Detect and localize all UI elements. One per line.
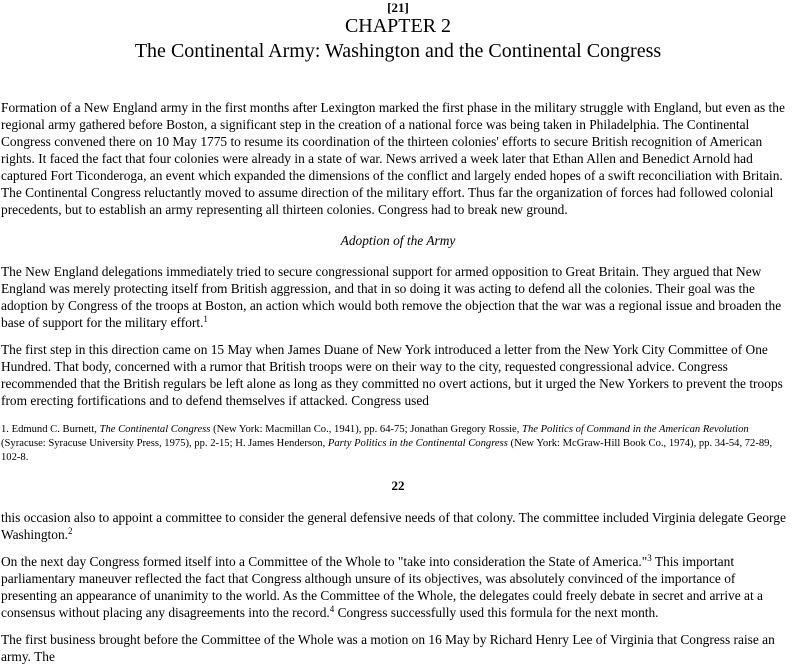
chapter-title: The Continental Army: Washington and the Continental Congress [134, 40, 662, 62]
paragraph-committee-of-whole [1, 553, 796, 621]
footnote-1 [1, 423, 796, 465]
footnote-ref-2[interactable]: 2 [68, 526, 73, 536]
footnote-ref-3[interactable]: 3 [647, 553, 652, 563]
paragraph-intro: Formation of a New England army in the first months after Lexington marked the first phase in the military struggle with England, but even as the regional army gathered before Boston, a significant step in the creation of a national force was being taken in Philadelphia. The Continental Congress convened there on 10 May 1775 to resume its coordination of the thirteen colonies' efforts to secure British recognition of American rights. It faced the fact that four colonies were already in a state of war. News arrived a week later that Ethan Allen and Benedict Arnold had captured Fort Ticonderoga, an event which expanded the dimensions of the conflict and largely ended hopes of a swift reconciliation with Britain. The Continental Congress reluctantly moved to assume direction of the military effort. Thus far the organization of forces had followed colonial precedents, but to establish an army representing all thirteen colonies. Congress had to break new ground. [1, 100, 785, 217]
footnote-text-b: (Syracuse: Syracuse University Press, 1975), pp. 2-15; H. James Henderson, [1, 438, 328, 449]
page-number: 22 [391, 478, 405, 493]
footnote-title-a: The Continental Congress [99, 424, 211, 435]
paragraph-first-business: The first business brought before the Committee of the Whole was a motion on 16 May by Richard Henry Lee of Virginia that Congress raise an army. The [1, 632, 775, 664]
section-heading: Adoption of the Army [340, 233, 456, 248]
paragraph-first-step: The first step in this direction came on 15 May when James Duane of New York introduced a letter from the New York City Committee of One Hundred. That body, concerned with a rumor that British troops were on their way to the city, requested congressional advice. Congress recommended that the British regulars be left alone as long as they committed no overt actions, but it urged the New Yorkers to prevent the troops from erecting fortifications and to defend themselves if attacked. Congress used [1, 342, 783, 408]
footnote-title-b: The Politics of Command in the American Revolution [522, 424, 749, 435]
footnote-ref-1[interactable]: 1 [203, 314, 208, 324]
paragraph-text: this occasion also to appoint a committee to consider the general defensive needs of that colony. The committee included Virginia delegate George Washington. [1, 510, 786, 542]
footnote-title-c: Party Politics in the Continental Congress [327, 438, 508, 449]
paragraph-committee [1, 509, 796, 543]
chapter-number: CHAPTER 2 [344, 15, 452, 37]
footnote-ref-4[interactable]: 4 [329, 604, 335, 614]
paragraph-text-c: Congress successfully used this formula for the next month. [334, 605, 659, 620]
paragraph-text-a: On the next day Congress formed itself into a Committee of the Whole to "take into consideration the State of America." [1, 554, 648, 569]
footnote-text-a: (New York: Macmillan Co., 1941), pp. 64-75; Jonathan Gregory Rossie, [210, 424, 523, 435]
page-marker: [21] [387, 0, 409, 15]
paragraph-text: The New England delegations immediately tried to secure congressional support for armed opposition to Great Britain. They argued that New England was merely protecting itself from British aggression, and that in so doing it was acting to defend all the colonies. Their goal was the adoption by Congress of the troops at Boston, an action which would both remove the objection that the war was a regional issue and broaden the base of support for the military effort. [1, 264, 782, 330]
paragraph-new-england [1, 263, 796, 331]
paragraph-text-b: This important parliamentary maneuver reflected the fact that Congress although unsure of its objectives, was absolutely convinced of the importance of presenting an appearance of unanimity to the world. As the Committee of the Whole, the delegates could freely debate in secret and arrive at a consensus without placing any disagreements into the record. [1, 554, 763, 620]
footnote-text-c: (New York: McGraw-Hill Book Co., 1974), pp. 34-54, 72-89, 102-8. [1, 438, 773, 463]
footnote-lead: 1. Edmund C. Burnett, [1, 424, 100, 435]
